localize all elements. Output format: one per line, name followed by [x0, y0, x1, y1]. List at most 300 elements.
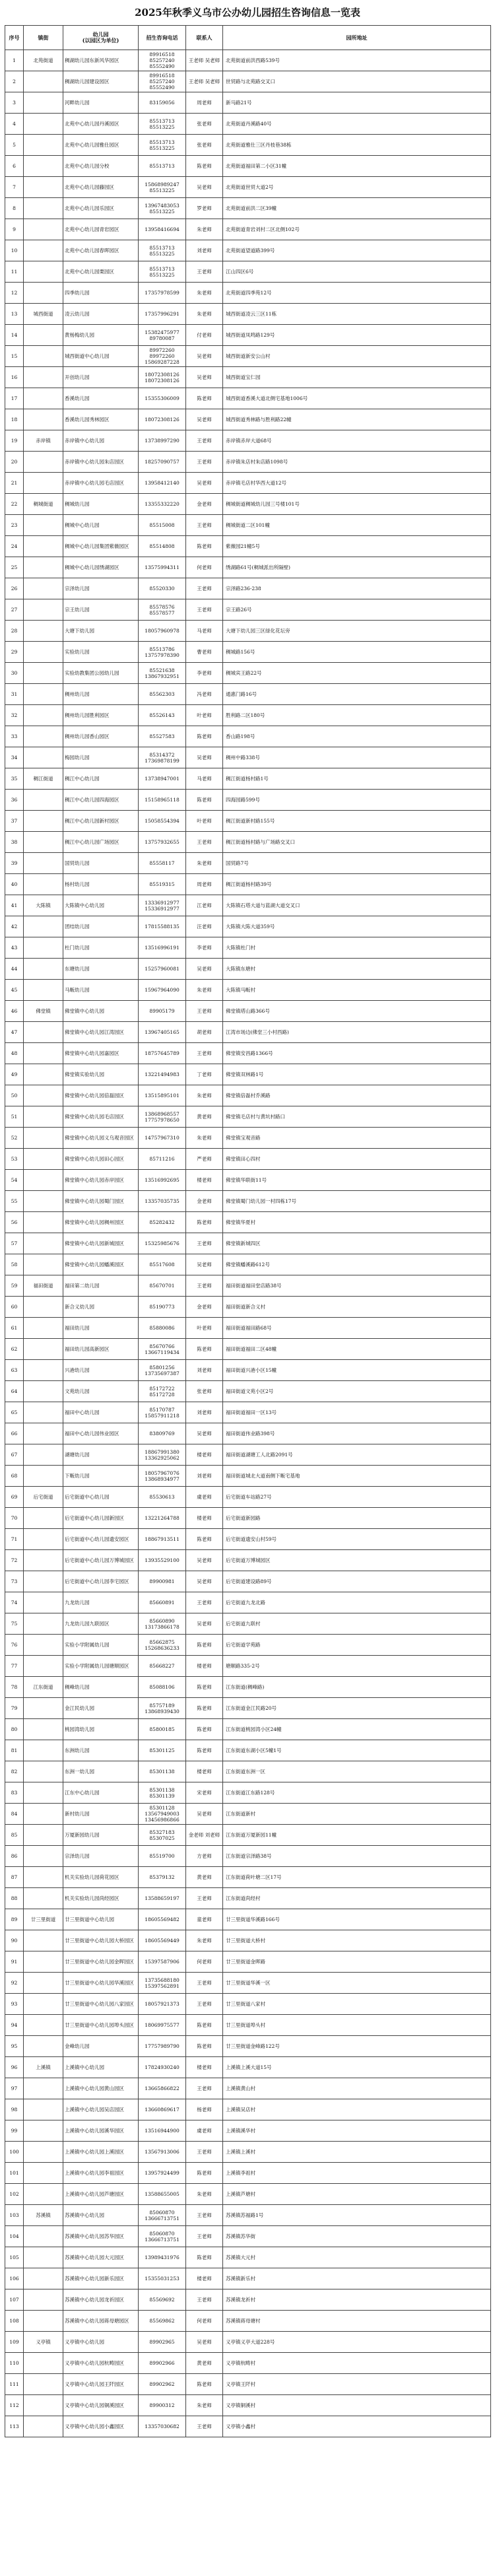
row-number: 52	[5, 1128, 24, 1149]
town-cell	[24, 1635, 63, 1656]
phone-cell: 85513713 85513225	[139, 135, 186, 156]
town-cell: 城西街道	[24, 304, 63, 325]
table-row	[5, 1994, 491, 2015]
table-row	[5, 1212, 491, 1233]
kindergarten-cell: 江东中心幼儿园	[63, 1782, 139, 1804]
phone-cell: 85562303	[139, 684, 186, 705]
contact-cell: 刘老师	[186, 240, 223, 261]
table-row	[5, 1191, 491, 1212]
town-cell	[24, 1656, 63, 1677]
kindergarten-cell: 义亭镇中心幼儿园	[63, 2332, 139, 2353]
kindergarten-cell: 北苑中心幼儿园藤园区	[63, 177, 139, 198]
address-cell: 大陈镇大陈大道359号	[223, 916, 491, 937]
row-number: 83	[5, 1782, 24, 1804]
row-number: 36	[5, 790, 24, 811]
phone-cell: 18057960978	[139, 621, 186, 642]
table-row	[5, 1149, 491, 1170]
row-number: 58	[5, 1254, 24, 1275]
row-number: 55	[5, 1191, 24, 1212]
row-number: 94	[5, 2015, 24, 2036]
table-row	[5, 895, 491, 916]
address-cell: 福田街道福田一区13号	[223, 1402, 491, 1423]
row-number: 95	[5, 2036, 24, 2057]
row-number: 14	[5, 325, 24, 346]
kindergarten-cell: 福田幼儿园高新园区	[63, 1339, 139, 1360]
phone-cell: 18069975577	[139, 2015, 186, 2036]
kindergarten-cell: 稠城幼儿园	[63, 494, 139, 515]
phone-cell: 13516992695	[139, 1170, 186, 1191]
town-cell	[24, 1930, 63, 1951]
table-row	[5, 473, 491, 494]
contact-cell: 陈老师	[186, 2163, 223, 2184]
table-row	[5, 346, 491, 367]
row-number: 30	[5, 663, 24, 684]
address-cell: 佛堂镇安昌路1366号	[223, 1043, 491, 1064]
kindergarten-cell: 马畈幼儿园	[63, 980, 139, 1001]
town-cell	[24, 177, 63, 198]
kindergarten-cell: 杨村幼儿园	[63, 874, 139, 895]
contact-cell: 张老师	[186, 114, 223, 135]
town-cell	[24, 1571, 63, 1592]
address-cell: 福田街道城北大道南侧下畈宅基地	[223, 1466, 491, 1487]
contact-cell: 宋老师	[186, 1782, 223, 1804]
contact-cell: 刘老师	[186, 1360, 223, 1381]
phone-cell: 85514808	[139, 536, 186, 557]
kindergarten-cell: 金峰幼儿园	[63, 2036, 139, 2057]
address-cell: 佛堂镇蟠溪路612号	[223, 1254, 491, 1275]
address-cell: 城西街道秀林路与胜利路22幢	[223, 409, 491, 430]
table-row	[5, 388, 491, 409]
contact-cell: 王老师	[186, 2289, 223, 2311]
town-cell	[24, 135, 63, 156]
address-cell: 佛堂镇蜀门幼儿园一村四栋17号	[223, 1191, 491, 1212]
table-row	[5, 304, 491, 325]
town-cell	[24, 156, 63, 177]
phone-cell: 85513713 85513225	[139, 261, 186, 283]
phone-cell: 85578576 85578577	[139, 599, 186, 621]
kindergarten-cell: 北苑中心幼儿园栗园区	[63, 261, 139, 283]
contact-cell: 朱老师	[186, 219, 223, 240]
address-cell: 江东街道荷叶塘二区17号	[223, 1867, 491, 1888]
row-number: 64	[5, 1381, 24, 1402]
town-cell	[24, 980, 63, 1001]
contact-cell: 汪老师	[186, 916, 223, 937]
row-number: 96	[5, 2057, 24, 2078]
contact-cell: 王老师	[186, 430, 223, 452]
contact-cell: 方老师	[186, 1846, 223, 1867]
row-number: 43	[5, 937, 24, 959]
address-cell: 世贸路与北苑路交叉口	[223, 71, 491, 92]
row-number: 25	[5, 557, 24, 578]
town-cell	[24, 1212, 63, 1233]
town-cell	[24, 219, 63, 240]
town-cell	[24, 2120, 63, 2142]
contact-cell: 楼老师	[186, 2057, 223, 2078]
kindergarten-cell: 河畔幼儿园	[63, 92, 139, 114]
town-cell	[24, 1402, 63, 1423]
table-row	[5, 240, 491, 261]
kindergarten-cell: 苏溪镇中心幼儿园苏华园区	[63, 2226, 139, 2247]
phone-cell: 85670766 13667119434	[139, 1339, 186, 1360]
kindergarten-cell: 稠州幼儿园	[63, 684, 139, 705]
row-number: 47	[5, 1022, 24, 1043]
phone-cell: 85088106	[139, 1677, 186, 1698]
phone-cell: 85569692	[139, 2289, 186, 2311]
address-cell: 大陈镇马畈村	[223, 980, 491, 1001]
phone-cell: 85060870 13666713751	[139, 2226, 186, 2247]
phone-cell: 85801256 13735697387	[139, 1360, 186, 1381]
kindergarten-cell: 佛堂镇中心幼儿园稠州园区	[63, 1212, 139, 1233]
table-row	[5, 1550, 491, 1571]
phone-cell: 15382475977 89780087	[139, 325, 186, 346]
phone-cell: 18757645789	[139, 1043, 186, 1064]
kindergarten-cell: 义亭镇中心幼儿园小鑫园区	[63, 2416, 139, 2437]
kindergarten-cell: 佛堂镇中心幼儿园倍磊园区	[63, 1085, 139, 1106]
row-number: 92	[5, 1973, 24, 1994]
town-cell	[24, 578, 63, 599]
address-cell: 廿三里街道华溪路166号	[223, 1909, 491, 1930]
kindergarten-cell: 国贸幼儿园	[63, 853, 139, 874]
contact-cell: 李老师	[186, 937, 223, 959]
row-number: 87	[5, 1867, 24, 1888]
table-row	[5, 2226, 491, 2247]
row-number: 8	[5, 198, 24, 219]
address-cell: 廿三里街道金晖路	[223, 1951, 491, 1973]
address-cell: 北苑街道前洪西路539号	[223, 50, 491, 71]
town-cell	[24, 1613, 63, 1635]
table-row	[5, 1508, 491, 1529]
phone-cell: 85515008	[139, 515, 186, 536]
table-row	[5, 2416, 491, 2437]
kindergarten-cell: 文苑幼儿园	[63, 1381, 139, 1402]
kindergarten-cell: 北苑中心幼儿园青岩园区	[63, 219, 139, 240]
contact-cell: 陈老师	[186, 1698, 223, 1719]
table-row	[5, 1254, 491, 1275]
table-row	[5, 1106, 491, 1128]
town-cell	[24, 2142, 63, 2163]
kindergarten-cell: 义亭镇中心幼儿园铜溪园区	[63, 2395, 139, 2416]
phone-cell: 85327183 85307025	[139, 1825, 186, 1846]
address-cell: 江东街道江东路128号	[223, 1782, 491, 1804]
phone-cell: 85521638 13867932951	[139, 663, 186, 684]
kindergarten-cell: 东洲一幼儿园	[63, 1761, 139, 1782]
row-number: 42	[5, 916, 24, 937]
phone-cell: 85660890 13173866178	[139, 1613, 186, 1635]
address-cell: 城西街道凌云三区11栋	[223, 304, 491, 325]
table-row	[5, 1782, 491, 1804]
kindergarten-cell: 团结幼儿园	[63, 916, 139, 937]
table-row	[5, 1740, 491, 1761]
town-cell: 北苑街道	[24, 50, 63, 71]
row-number: 77	[5, 1656, 24, 1677]
kindergarten-cell: 稠州幼儿园胜利园区	[63, 705, 139, 726]
town-cell	[24, 473, 63, 494]
row-number: 16	[5, 367, 24, 388]
kindergarten-cell: 苏溪镇中心幼儿园	[63, 2205, 139, 2226]
address-cell: 苏溪镇龙祈村	[223, 2289, 491, 2311]
contact-cell: 陈老师	[186, 1339, 223, 1360]
table-row	[5, 1297, 491, 1318]
address-cell: 佛堂镇毛店村与黄坑村路口	[223, 1106, 491, 1128]
phone-cell: 85379132	[139, 1867, 186, 1888]
contact-cell: 陈老师	[186, 388, 223, 409]
phone-cell: 85527583	[139, 726, 186, 747]
row-number: 103	[5, 2205, 24, 2226]
town-cell	[24, 1064, 63, 1085]
address-cell: 稠城宾王路22号	[223, 663, 491, 684]
contact-cell: 陈老师	[186, 2247, 223, 2268]
contact-cell: 王老师	[186, 1994, 223, 2015]
contact-cell: 吴老师	[186, 1613, 223, 1635]
address-cell: 城西街道凤鸣路129号	[223, 325, 491, 346]
table-row	[5, 832, 491, 853]
address-cell: 义亭镇王阡村	[223, 2374, 491, 2395]
table-row	[5, 1719, 491, 1740]
phone-cell: 85314372 17369878199	[139, 747, 186, 768]
town-cell: 廿三里街道	[24, 1909, 63, 1930]
row-number: 68	[5, 1466, 24, 1487]
phone-cell: 13221264788	[139, 1508, 186, 1529]
contact-cell: 王老师	[186, 1001, 223, 1022]
kindergarten-cell: 佛堂镇中心幼儿园蟠溪园区	[63, 1254, 139, 1275]
row-number: 11	[5, 261, 24, 283]
town-cell	[24, 1128, 63, 1149]
address-cell: 后宅街道九联村	[223, 1613, 491, 1635]
row-number: 59	[5, 1275, 24, 1297]
kindergarten-cell: 上溪镇中心幼儿园溪华园区	[63, 2120, 139, 2142]
contact-cell: 陈老师	[186, 2036, 223, 2057]
contact-cell: 曹老师	[186, 642, 223, 663]
town-cell	[24, 346, 63, 367]
table-row	[5, 2163, 491, 2184]
kindergarten-cell: 后宅街道中心幼儿园万博城园区	[63, 1550, 139, 1571]
contact-cell: 吴老师	[186, 1550, 223, 1571]
town-cell	[24, 1423, 63, 1444]
address-cell: 江山四区6号	[223, 261, 491, 283]
table-row	[5, 92, 491, 114]
town-cell	[24, 2184, 63, 2205]
phone-cell: 85519700	[139, 1846, 186, 1867]
row-number: 99	[5, 2120, 24, 2142]
contact-cell: 朱老师	[186, 1128, 223, 1149]
town-cell	[24, 2353, 63, 2374]
phone-cell: 13588655005	[139, 2184, 186, 2205]
row-number: 9	[5, 219, 24, 240]
contact-cell: 付老师	[186, 325, 223, 346]
town-cell	[24, 557, 63, 578]
town-cell	[24, 1592, 63, 1613]
address-cell: 后宅街道学苑路	[223, 1635, 491, 1656]
row-number: 81	[5, 1740, 24, 1761]
header-address: 园所地址	[223, 26, 491, 50]
row-number: 100	[5, 2142, 24, 2163]
town-cell	[24, 2163, 63, 2184]
town-cell: 义亭镇	[24, 2332, 63, 2353]
table-row	[5, 1233, 491, 1254]
contact-cell: 陈老师	[186, 1212, 223, 1233]
row-number: 93	[5, 1994, 24, 2015]
town-cell	[24, 1191, 63, 1212]
table-row	[5, 1888, 491, 1909]
contact-cell: 胡老师	[186, 1022, 223, 1043]
address-cell: 四海园路599号	[223, 790, 491, 811]
address-cell: 北苑街道青岩刘村二区北侧102号	[223, 219, 491, 240]
town-cell: 稠城街道	[24, 494, 63, 515]
contact-cell: 王老师	[186, 2205, 223, 2226]
kindergarten-cell: 赤岸镇中心幼儿园朱店园区	[63, 452, 139, 473]
table-row	[5, 2247, 491, 2268]
row-number: 24	[5, 536, 24, 557]
kindergarten-cell: 稠城中心幼儿园	[63, 515, 139, 536]
kindergarten-cell: 佛堂镇实验幼儿园	[63, 1064, 139, 1085]
table-row	[5, 621, 491, 642]
table-row	[5, 536, 491, 557]
address-cell: 福田街道文苑小区2号	[223, 1381, 491, 1402]
row-number: 48	[5, 1043, 24, 1064]
contact-cell: 吴老师	[186, 473, 223, 494]
kindergarten-cell: 佛堂镇中心幼儿园江湾园区	[63, 1022, 139, 1043]
row-number: 112	[5, 2395, 24, 2416]
town-cell	[24, 2268, 63, 2289]
kindergarten-cell: 实验幼儿园	[63, 642, 139, 663]
address-cell: 义亭镇杭畴村	[223, 2353, 491, 2374]
kindergarten-cell: 梅园幼儿园	[63, 747, 139, 768]
contact-cell: 楼老师	[186, 1444, 223, 1466]
phone-cell: 13516996191	[139, 937, 186, 959]
address-cell: 后宅街道万博城园区	[223, 1550, 491, 1571]
phone-cell: 18257090757	[139, 452, 186, 473]
address-cell: 佛堂镇华夏村	[223, 1212, 491, 1233]
town-cell	[24, 1867, 63, 1888]
phone-cell: 85301138	[139, 1761, 186, 1782]
address-cell: 稠江街道新村路155号	[223, 811, 491, 832]
address-cell: 新马路21号	[223, 92, 491, 114]
contact-cell: 王老师	[186, 832, 223, 853]
table-row	[5, 1381, 491, 1402]
row-number: 27	[5, 599, 24, 621]
town-cell	[24, 937, 63, 959]
town-cell	[24, 811, 63, 832]
town-cell	[24, 599, 63, 621]
phone-cell: 17824930240	[139, 2057, 186, 2078]
table-row	[5, 599, 491, 621]
table-row	[5, 1973, 491, 1994]
row-number: 57	[5, 1233, 24, 1254]
table-row	[5, 557, 491, 578]
town-cell	[24, 1508, 63, 1529]
contact-cell: 吴老师	[186, 1254, 223, 1275]
row-number: 98	[5, 2099, 24, 2120]
address-cell: 北苑街道望道路399号	[223, 240, 491, 261]
address-cell: 绣湖路61号(稠城派出所隔壁)	[223, 557, 491, 578]
row-number: 75	[5, 1613, 24, 1635]
table-row	[5, 1613, 491, 1635]
contact-cell: 王老师	[186, 515, 223, 536]
row-number: 111	[5, 2374, 24, 2395]
address-cell: 北苑街道福田第二小区31幢	[223, 156, 491, 177]
phone-cell: 15257960081	[139, 959, 186, 980]
address-cell: 稠江街道杨村路1号	[223, 768, 491, 790]
phone-cell: 89900312	[139, 2395, 186, 2416]
town-cell	[24, 1466, 63, 1487]
kindergarten-cell: 湖塘幼儿园	[63, 1444, 139, 1466]
contact-cell: 江老师	[186, 895, 223, 916]
row-number: 26	[5, 578, 24, 599]
contact-cell: 陈老师	[186, 156, 223, 177]
table-row	[5, 1825, 491, 1846]
contact-cell: 冯老师	[186, 684, 223, 705]
contact-cell: 马老师	[186, 621, 223, 642]
address-cell: 佛堂镇倍磊村乔溪路	[223, 1085, 491, 1106]
table-row	[5, 2099, 491, 2120]
contact-cell: 陈老师	[186, 726, 223, 747]
town-cell	[24, 1973, 63, 1994]
phone-cell: 13221494983	[139, 1064, 186, 1085]
table-row	[5, 2015, 491, 2036]
table-row	[5, 1001, 491, 1022]
table-row	[5, 1846, 491, 1867]
contact-cell: 金老师 刘老师	[186, 1825, 223, 1846]
kindergarten-cell: 北苑中心幼儿园春晖园区	[63, 240, 139, 261]
row-number: 70	[5, 1508, 24, 1529]
table-row	[5, 1318, 491, 1339]
table-row	[5, 2289, 491, 2311]
row-number: 73	[5, 1571, 24, 1592]
address-cell: 通惠门路16号	[223, 684, 491, 705]
table-row	[5, 2057, 491, 2078]
town-cell	[24, 2226, 63, 2247]
table-row	[5, 1867, 491, 1888]
phone-cell: 13757932655	[139, 832, 186, 853]
address-cell: 廿三里街道华溪一区	[223, 1973, 491, 1994]
phone-cell: 85170787 15857911218	[139, 1402, 186, 1423]
row-number: 32	[5, 705, 24, 726]
contact-cell: 陈老师	[186, 1719, 223, 1740]
phone-cell: 85513713	[139, 156, 186, 177]
contact-cell: 何老师	[186, 2311, 223, 2332]
town-cell: 后宅街道	[24, 1487, 63, 1508]
row-number: 1	[5, 50, 24, 71]
phone-cell: 89900981	[139, 1571, 186, 1592]
table-row	[5, 156, 491, 177]
table-row	[5, 1360, 491, 1381]
address-cell: 塘顺路335-2号	[223, 1656, 491, 1677]
contact-cell: 朱老师	[186, 304, 223, 325]
town-cell	[24, 240, 63, 261]
row-number: 80	[5, 1719, 24, 1740]
town-cell	[24, 1318, 63, 1339]
address-cell: 佛堂镇塔山路366号	[223, 1001, 491, 1022]
phone-cell: 17815588135	[139, 916, 186, 937]
phone-cell: 13958416694	[139, 219, 186, 240]
contact-cell: 童老师	[186, 1909, 223, 1930]
contact-cell: 王老师 吴老师	[186, 50, 223, 71]
town-cell: 大陈镇	[24, 895, 63, 916]
table-row	[5, 578, 491, 599]
row-number: 29	[5, 642, 24, 663]
address-cell: 后宅街道遗安山村59号	[223, 1529, 491, 1550]
table-row	[5, 1466, 491, 1487]
table-row	[5, 1909, 491, 1930]
phone-cell: 15158965118	[139, 790, 186, 811]
town-cell	[24, 1550, 63, 1571]
town-cell	[24, 2311, 63, 2332]
contact-cell: 吴老师	[186, 367, 223, 388]
phone-cell: 15058554394	[139, 811, 186, 832]
address-cell: 江东街道金江民路20号	[223, 1698, 491, 1719]
address-cell: 赤岸镇毛店村华西大道12号	[223, 473, 491, 494]
phone-cell: 85520330	[139, 578, 186, 599]
